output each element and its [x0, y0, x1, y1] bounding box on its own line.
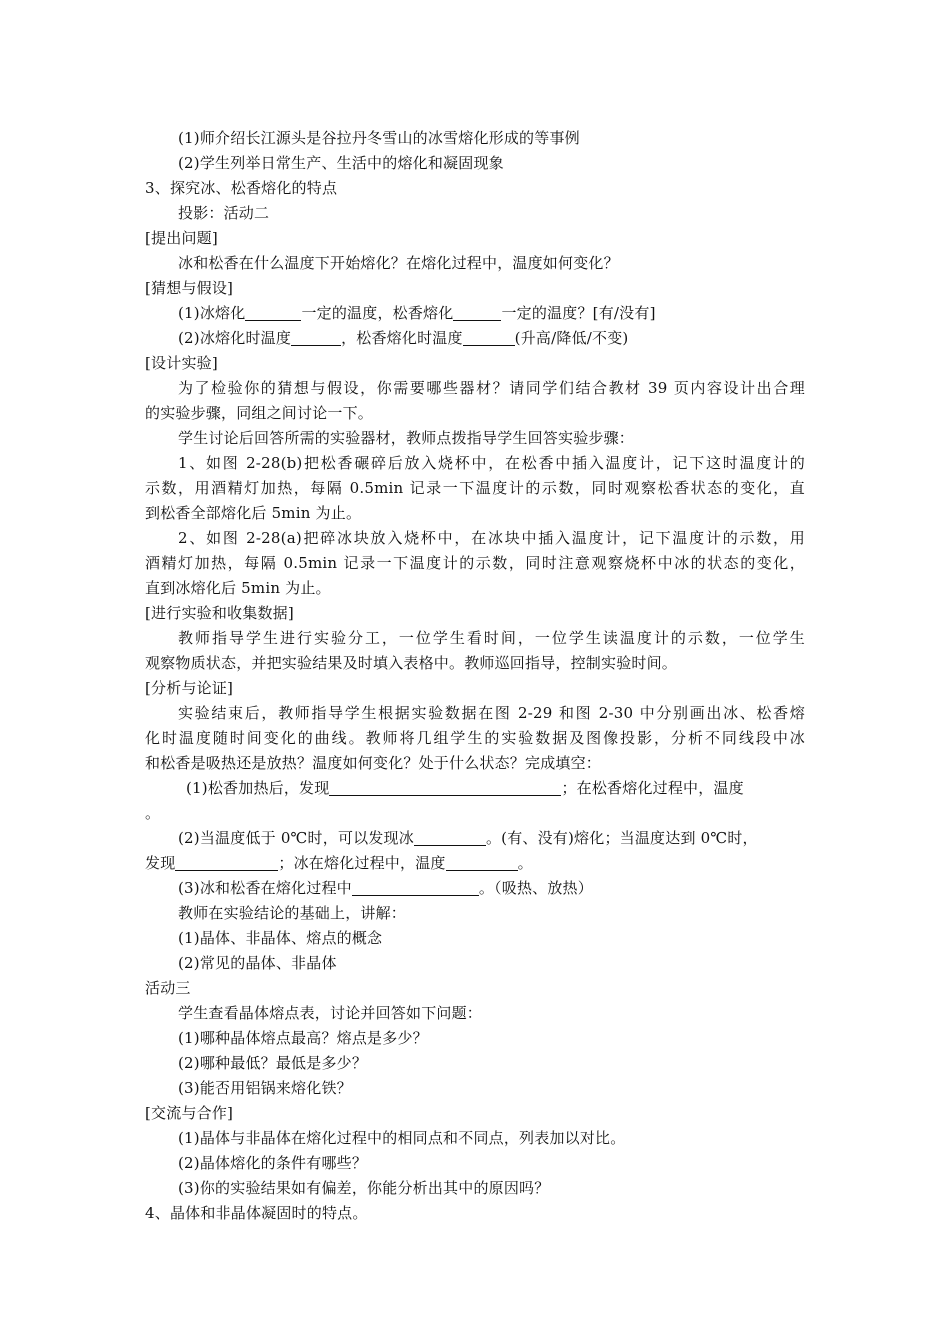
paragraph: 教师在实验结论的基础上，讲解： — [178, 904, 407, 922]
section-heading: 4、晶体和非晶体凝固时的特点。 — [145, 1204, 368, 1222]
paragraph: (3)能否用铝锅来熔化铁？ — [178, 1079, 352, 1097]
paragraph: 酒精灯加热，每隔 0.5min 记录一下温度计的示数，同时注意观察烧杯中冰的状态的变化， — [145, 554, 805, 572]
step-heading: [提出问题] — [145, 229, 218, 247]
paragraph: 化时温度随时间变化的曲线。教师将几组学生的实验数据及图像投影，分析不同线段中冰 — [145, 729, 805, 747]
paragraph: (2)哪种最低？最低是多少？ — [178, 1054, 368, 1072]
paragraph: (1)晶体、非晶体、熔点的概念 — [178, 929, 383, 947]
answer-blank[interactable] — [352, 880, 479, 896]
paragraph: 实验结束后，教师指导学生根据实验数据在图 2-29 和图 2-30 中分别画出冰、松香熔 — [178, 704, 805, 722]
paragraph: (1)晶体与非晶体在熔化过程中的相同点和不同点，列表加以对比。 — [178, 1129, 626, 1147]
paragraph: 1、如图 2-28(b)把松香碾碎后放入烧杯中，在松香中插入温度计，记下这时温度计的 — [178, 454, 805, 472]
answer-blank[interactable] — [453, 305, 501, 321]
fill-in-question: (2)冰熔化时温度 ，松香熔化时温度 (升高/降低/不变) — [178, 329, 629, 347]
paragraph: 和松香是吸热还是放热？温度如何变化？处于什么状态？完成填空： — [145, 754, 602, 772]
paragraph: 到松香全部熔化后 5min 为止。 — [145, 504, 362, 522]
fill-in-question: (1)冰熔化 一定的温度，松香熔化 一定的温度？[有/没有] — [178, 304, 656, 322]
step-heading: [进行实验和收集数据] — [145, 604, 294, 622]
paragraph: 教师指导学生进行实验分工，一位学生看时间，一位学生读温度计的示数，一位学生 — [178, 629, 805, 647]
paragraph: 示数，用酒精灯加热，每隔 0.5min 记录一下温度计的示数，同时观察松香状态的变化，直 — [145, 479, 805, 497]
paragraph: 投影：活动二 — [178, 204, 270, 222]
paragraph: 的实验步骤，同组之间讨论一下。 — [145, 404, 374, 422]
paragraph: 2、如图 2-28(a)把碎冰块放入烧杯中，在冰块中插入温度计，记下温度计的示数，用 — [178, 529, 805, 547]
step-heading: [猜想与假设] — [145, 279, 234, 297]
step-heading: [设计实验] — [145, 354, 218, 372]
paragraph: 学生查看晶体熔点表，讨论并回答如下问题： — [178, 1004, 483, 1022]
step-heading: [分析与论证] — [145, 679, 234, 697]
paragraph: 学生讨论后回答所需的实验器材，教师点拨指导学生回答实验步骤： — [178, 429, 635, 447]
paragraph: 为了检验你的猜想与假设，你需要哪些器材？请同学们结合教材 39 页内容设计出合理 — [178, 379, 805, 397]
answer-blank[interactable] — [446, 855, 518, 871]
paragraph: 冰和松香在什么温度下开始熔化？在熔化过程中，温度如何变化？ — [178, 254, 619, 272]
paragraph: (3)你的实验结果如有偏差，你能分析出其中的原因吗？ — [178, 1179, 550, 1197]
fill-in-question: (2)当温度低于 0℃时，可以发现冰 。(有、没有)熔化；当温度达到 0℃时， — [178, 829, 758, 847]
answer-blank[interactable] — [414, 830, 486, 846]
paragraph: (1)师介绍长江源头是谷拉丹冬雪山的冰雪熔化形成的等事例 — [178, 129, 580, 147]
answer-blank[interactable] — [291, 330, 341, 346]
paragraph: (2)学生列举日常生产、生活中的熔化和凝固现象 — [178, 154, 504, 172]
activity-heading: 活动三 — [145, 979, 191, 997]
answer-blank[interactable] — [175, 855, 278, 871]
answer-blank[interactable] — [329, 780, 561, 796]
fill-in-question: 发现 ；冰在熔化过程中，温度 。 — [145, 854, 533, 872]
paragraph: (2)晶体熔化的条件有哪些？ — [178, 1154, 368, 1172]
fill-in-question: (1)松香加热后，发现 ；在松香熔化过程中，温度 — [186, 779, 744, 797]
section-heading: 3、探究冰、松香熔化的特点 — [145, 179, 338, 197]
answer-blank[interactable] — [463, 330, 515, 346]
paragraph: (2)常见的晶体、非晶体 — [178, 954, 337, 972]
paragraph: 观察物质状态，并把实验结果及时填入表格中。教师巡回指导，控制实验时间。 — [145, 654, 678, 672]
step-heading: [交流与合作] — [145, 1104, 234, 1122]
answer-blank[interactable] — [245, 305, 301, 321]
paragraph: 。 — [145, 804, 161, 822]
paragraph: 直到冰熔化后 5min 为止。 — [145, 579, 331, 597]
fill-in-question: (3)冰和松香在熔化过程中 。（吸热、放热） — [178, 879, 593, 897]
paragraph: (1)哪种晶体熔点最高？熔点是多少？ — [178, 1029, 428, 1047]
